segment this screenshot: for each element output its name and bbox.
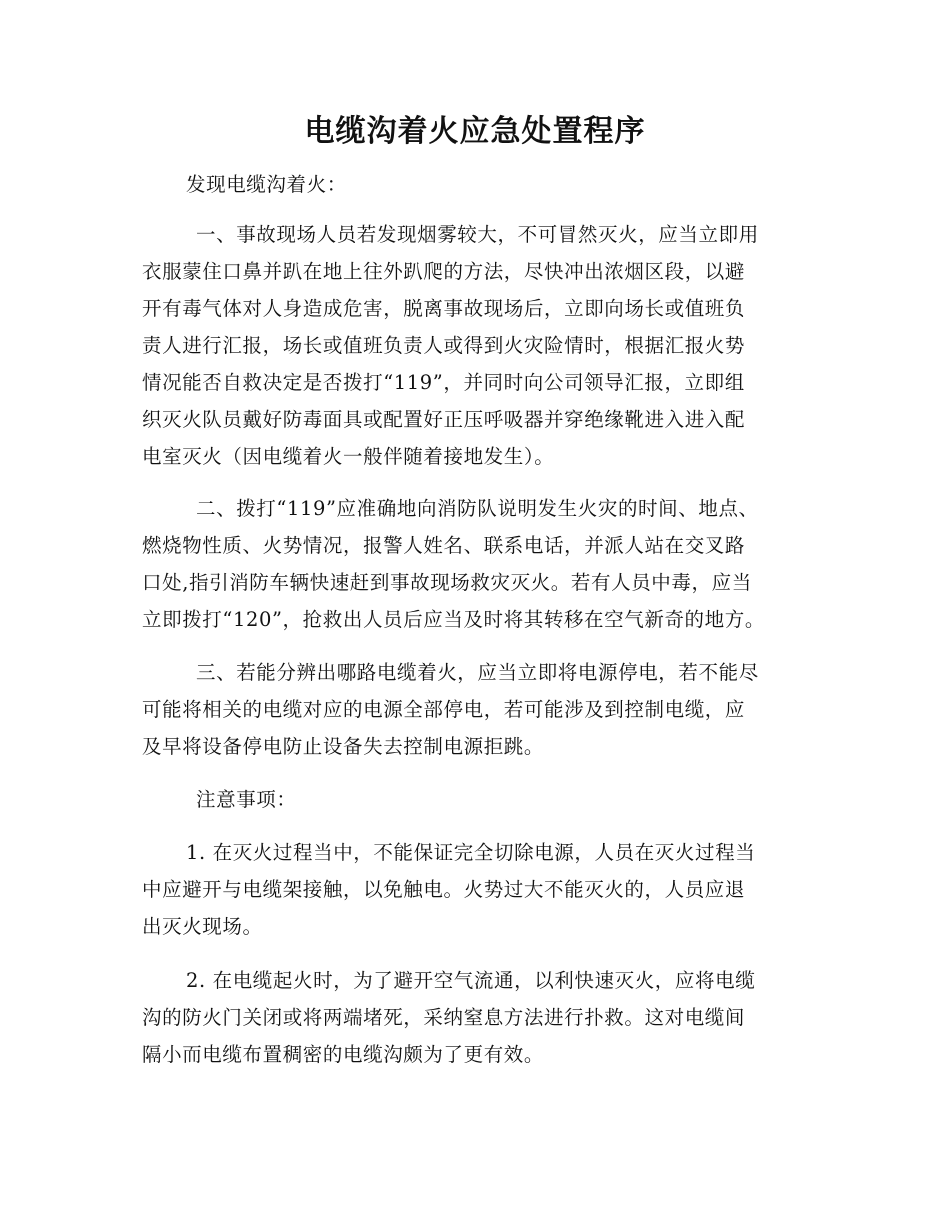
paragraph-line: 三、若能分辨出哪路电缆着火，应当立即将电源停电，若不能尽 <box>196 661 759 684</box>
paragraph-line: 燃烧物性质、火势情况，报警人姓名、联系电话，并派人站在交叉路 <box>142 534 746 557</box>
paragraph-line: 及早将设备停电防止设备失去控制电源拒跳。 <box>142 735 545 758</box>
paragraph-line: 开有毒气体对人身造成危害，脱离事故现场后，立即向场长或值班负 <box>142 297 746 320</box>
notes-heading: 注意事项： <box>196 788 297 811</box>
paragraph-line: 一、事故现场人员若发现烟雾较大，不可冒然灭火，应当立即用 <box>196 223 759 246</box>
paragraph-line: 隔小而电缆布置稠密的电缆沟颇为了更有效。 <box>142 1043 545 1066</box>
paragraph-line: 情况能否自救决定是否拨打“119”，并同时向公司领导汇报，立即组 <box>142 371 745 394</box>
document-title: 电缆沟着火应急处置程序 <box>304 114 646 149</box>
paragraph-line: 沟的防火门关闭或将两端堵死，采纳窒息方法进行扑救。这对电缆间 <box>142 1006 746 1029</box>
paragraph-line: 2. 在电缆起火时，为了避开空气流通，以利快速灭火，应将电缆 <box>186 969 756 992</box>
intro-line: 发现电缆沟着火： <box>186 173 347 196</box>
paragraph-line: 织灭火队员戴好防毒面具或配置好正压呼吸器并穿绝缘靴进入进入配 <box>142 408 746 431</box>
paragraph-line: 1. 在灭火过程当中，不能保证完全切除电源，人员在灭火过程当 <box>186 841 756 864</box>
paragraph-line: 中应避开与电缆架接触，以免触电。火势过大不能灭火的，人员应退 <box>142 878 746 901</box>
paragraph-line: 出灭火现场。 <box>142 915 263 938</box>
paragraph-line: 二、拨打“119”应准确地向消防队说明发生火灾的时间、地点、 <box>196 497 759 520</box>
paragraph-line: 责人进行汇报，场长或值班负责人或得到火灾险情时，根据汇报火势 <box>142 334 746 357</box>
paragraph-line: 可能将相关的电缆对应的电源全部停电，若可能涉及到控制电缆，应 <box>142 698 746 721</box>
paragraph-line: 口处,指引消防车辆快速赶到事故现场救灾灭火。若有人员中毒，应当 <box>142 571 752 594</box>
paragraph-line: 立即拨打“120”，抢救出人员后应当及时将其转移在空气新奇的地方。 <box>142 608 765 631</box>
paragraph-line: 衣服蒙住口鼻并趴在地上往外趴爬的方法，尽快冲出浓烟区段，以避 <box>142 260 746 283</box>
paragraph-line: 电室灭火（因电缆着火一般伴随着接地发生）。 <box>142 445 555 468</box>
